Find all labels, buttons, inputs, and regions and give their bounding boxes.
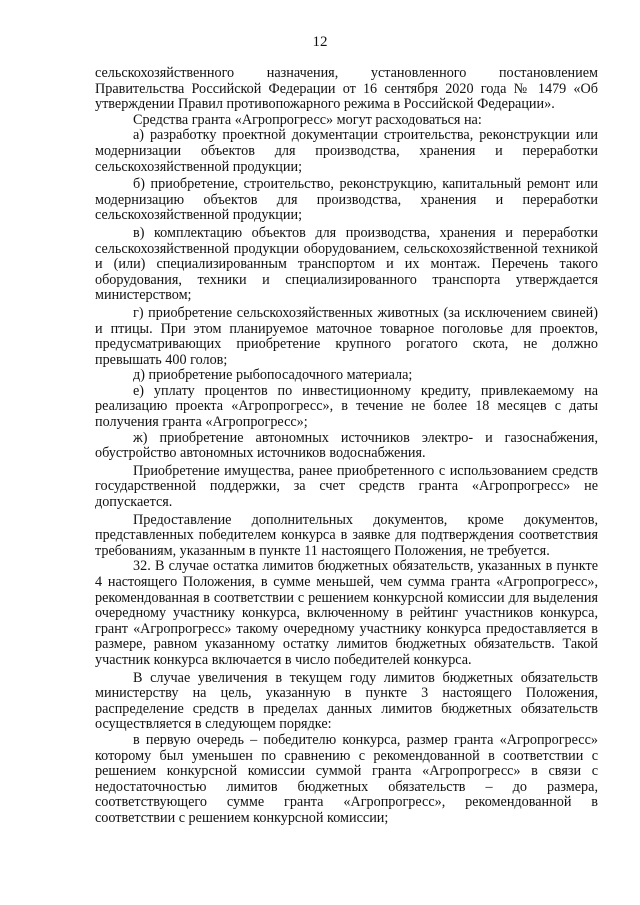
paragraph-documents: Предоставление дополнительных документов, кроме документов, представленных победителем конкурса в заявке для подтверждения соответствия требованиям, указанным в пункте 11 настоящего Положения, не требуется. [95,511,598,559]
paragraph-limits-increase: В случае увеличения в текущем году лимитов бюджетных обязательств министерству на цель, указанную в пункте 3 настоящего Положения, распределение средств в пределах данных лимитов бюджетных обязательств осуществляется в следующем порядке: [95,669,598,733]
list-item-a: а) разработку проектной документации строительства, реконструкции или модернизации объектов для производства, хранения и переработки сельскохозяйственной продукции; [95,127,598,175]
paragraph-property-restriction: Приобретение имущества, ранее приобретенного с использованием средств государственной поддержки, за счет средств гранта «Агропрогресс» не допускается. [95,462,598,511]
paragraph-clause-32: 32. В случае остатка лимитов бюджетных обязательств, указанных в пункте 4 настоящего Положения, в сумме меньшей, чем сумма гранта «Агропрогресс», рекомендованная в соответствии с решением конкурсной комиссии для выделения очередному участнику конкурса, включенному в рейтинг участников конкурса, грант «Агропрогресс» такому очередному участнику конкурса предоставляется в размере, равном указанному остатку лимитов бюджетных обязательств. Такой участник конкурса включается в число победителей конкурса. [95,558,598,668]
paragraph-first-priority: в первую очередь – победителю конкурса, размер гранта «Агропрогресс» которому был уменьшен по сравнению с рекомендованной в соответствии с решением конкурсной комиссии суммой гранта «Агропрогресс» в связи с недостаточностью лимитов бюджетных обязательств – до размера, соответствующего сумме гранта «Агропрогресс», рекомендованной в соответствии с решением конкурсной комиссии; [95,731,598,826]
paragraph-continuation: сельскохозяйственного назначения, установленного постановлением Правительства Российской Федерации от 16 сентября 2020 года № 1479 «Об утверждении Правил противопожарного режима в Российской Федерации». [95,65,598,113]
list-item-b: б) приобретение, строительство, реконструкцию, капитальный ремонт или модернизацию объектов для производства, хранения и переработки сельскохозяйственной продукции; [95,176,598,224]
list-item-g: г) приобретение сельскохозяйственных животных (за исключением свиней) и птицы. При этом планируемое маточное товарное поголовье для проектов, предусматривающих приобретение крупного рогатого скота, не должно превышать 400 голов; [95,304,598,368]
paragraph-grant-usage: Средства гранта «Агропрогресс» могут расходоваться на: [133,111,482,128]
list-item-e: е) уплату процентов по инвестиционному кредиту, привлекаемому на реализацию проекта «Агропрогресс», в течение не более 18 месяцев с даты получения гранта «Агропрогресс»; [95,382,598,431]
body-text [95,66,598,827]
list-item-d: д) приобретение рыбопосадочного материала; [133,367,413,384]
page-number: 12 [312,34,328,50]
list-item-v: в) комплектацию объектов для производства, хранения и переработки сельскохозяйственной продукции оборудованием, сельскохозяйственной техникой и (или) специализированным транспортом и их монтаж. Перечень такого оборудования, техники и специализированного транспорта утверждается министерством; [95,224,598,304]
list-item-zh: ж) приобретение автономных источников электро- и газоснабжения, обустройство автономных источников водоснабжения. [95,429,598,462]
